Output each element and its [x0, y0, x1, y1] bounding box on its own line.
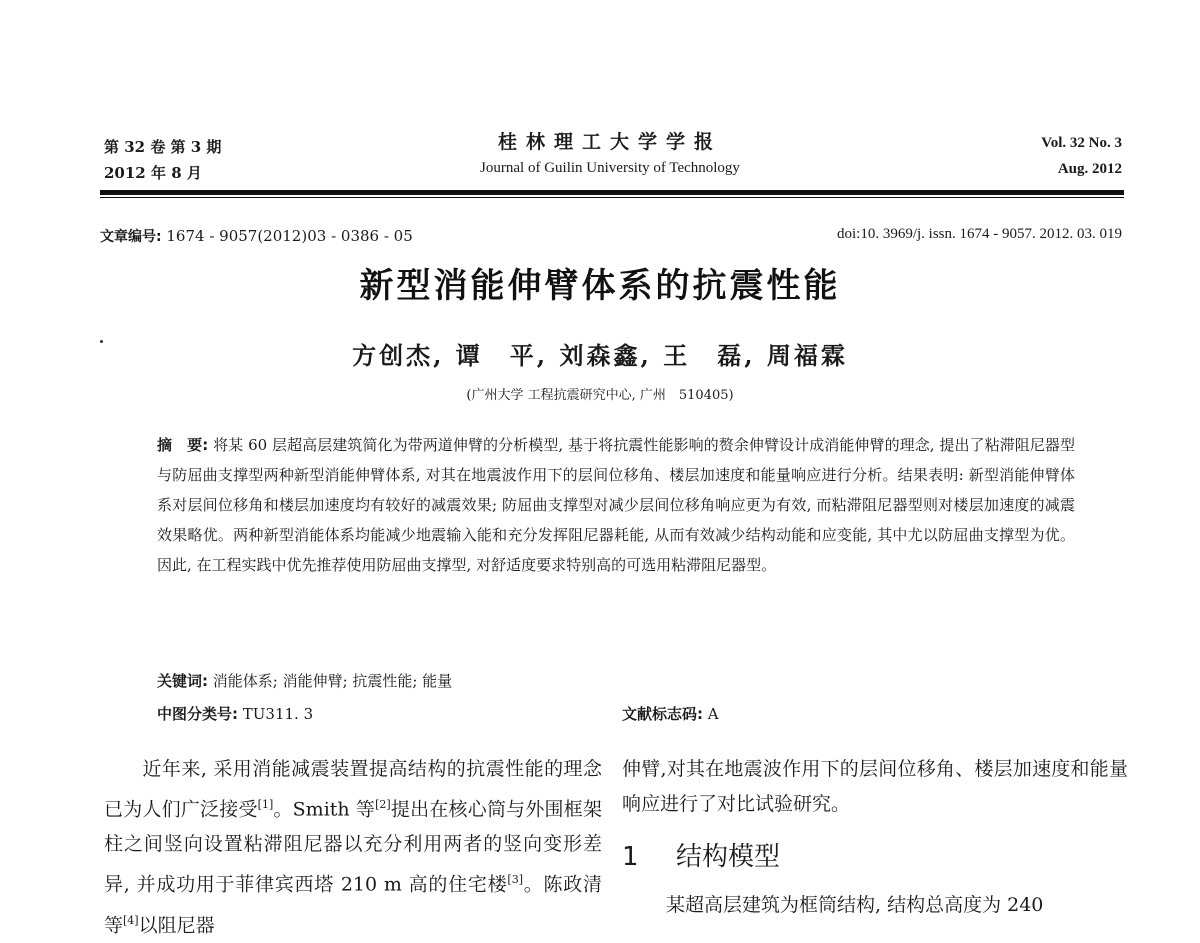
- header-rule-thick: [100, 190, 1124, 195]
- classification-number: [157, 703, 313, 724]
- abstract-label: 摘 要:: [157, 436, 209, 454]
- section-heading: [622, 836, 780, 873]
- volume-issue-en: [1041, 130, 1122, 182]
- document-code: [622, 703, 719, 724]
- body-text: 提出在核心筒与外围框架柱之间竖向设置粘滞阻尼器以充分利用两者的竖向变形差异, 并成功用于菲律宾西塔 210 m 高的住宅楼: [104, 798, 602, 896]
- journal-header: [400, 128, 820, 180]
- affiliation: (广州大学 工程抗震研究中心, 广州 510405): [466, 388, 734, 403]
- citation: [1]: [257, 798, 274, 811]
- header-rule-thin: [100, 197, 1124, 198]
- journal-name-en: Journal of Guilin University of Technology: [480, 160, 740, 176]
- section-number: 1: [622, 842, 639, 872]
- article-number-label: 文章编号:: [100, 229, 162, 245]
- citation: [2]: [375, 798, 391, 811]
- article-title: 新型消能伸臂体系的抗震性能: [359, 266, 841, 306]
- authors: 方创杰, 谭 平, 刘森鑫, 王 磊, 周福霖: [352, 341, 848, 370]
- journal-name-cn: 桂林理工大学学报: [497, 131, 722, 153]
- volume-issue-line: 第 32 卷 第 3 期: [104, 138, 222, 156]
- doi: doi:10. 3969/j. issn. 1674 - 9057. 2012. 03. 019: [836, 226, 1122, 242]
- keywords-text: 消能体系; 消能伸臂; 抗震性能; 能量: [208, 672, 453, 690]
- document-code-label: 文献标志码:: [622, 705, 703, 723]
- section-title: 结构模型: [676, 842, 781, 872]
- keywords-label: 关键词:: [157, 672, 208, 690]
- body-text: 近年来, 采用消能减震装置提高结构的抗震性能的理念已为人们广泛接受: [104, 758, 602, 821]
- citation: [3]: [507, 873, 523, 887]
- article-number: [100, 226, 413, 246]
- keywords: [157, 670, 452, 691]
- document-code-text: A: [703, 705, 719, 723]
- classification-label: 中图分类号:: [157, 705, 238, 723]
- date-en: Aug. 2012: [1057, 161, 1122, 177]
- body-right-column: 伸臂,对其在地震波作用下的层间位移角、楼层加速度和能量响应进行了对比试验研究。: [622, 758, 1128, 815]
- abstract: [157, 430, 1075, 580]
- body-text: 以阻尼器: [138, 913, 215, 936]
- body-text: 某超高层建筑为框筒结构, 结构总高度为 240: [666, 894, 1044, 916]
- classification-text: TU311. 3: [238, 705, 314, 723]
- body-left-column: [104, 752, 602, 943]
- publication-date: 2012 年 8 月: [104, 164, 202, 182]
- volume-number-en: Vol. 32 No. 3: [1041, 135, 1122, 151]
- citation: [4]: [123, 913, 139, 927]
- volume-issue: [104, 134, 221, 186]
- body-right-column-continued: [622, 888, 1128, 923]
- body-text: 。Smith 等: [273, 798, 376, 821]
- article-number-value: 1674 - 9057(2012)03 - 0386 - 05: [161, 227, 413, 245]
- abstract-text: 将某 60 层超高层建筑简化为带两道伸臂的分析模型, 基于将抗震性能影响的赘余伸臂设计成消能伸臂的理念, 提出了粘滞阻尼器型与防屈曲支撑型两种新型消能伸臂体系, 对其在地震波作用下的层间位移角、楼层加速度和能量响应进行分析。结果表明: 新型消能伸臂体系对层间位移角和楼层加速度均有较好的减震效果; 防屈曲支撑型对减少层间位移角响应更为有效, 而粘滞阻尼器型则对楼层加速度的减震效果略优。两种新型消能体系均能减少地震输入能和充分发挥阻尼器耗能, 从而有效减少结构动能和应变能, 其中尤以防屈曲支撑型为优。因此, 在工程实践中优先推荐使用防屈曲支撑型, 对舒适度要求特别高的可选用粘滞阻尼器型。: [157, 436, 1075, 574]
- body-text: 。陈政清等: [104, 873, 602, 936]
